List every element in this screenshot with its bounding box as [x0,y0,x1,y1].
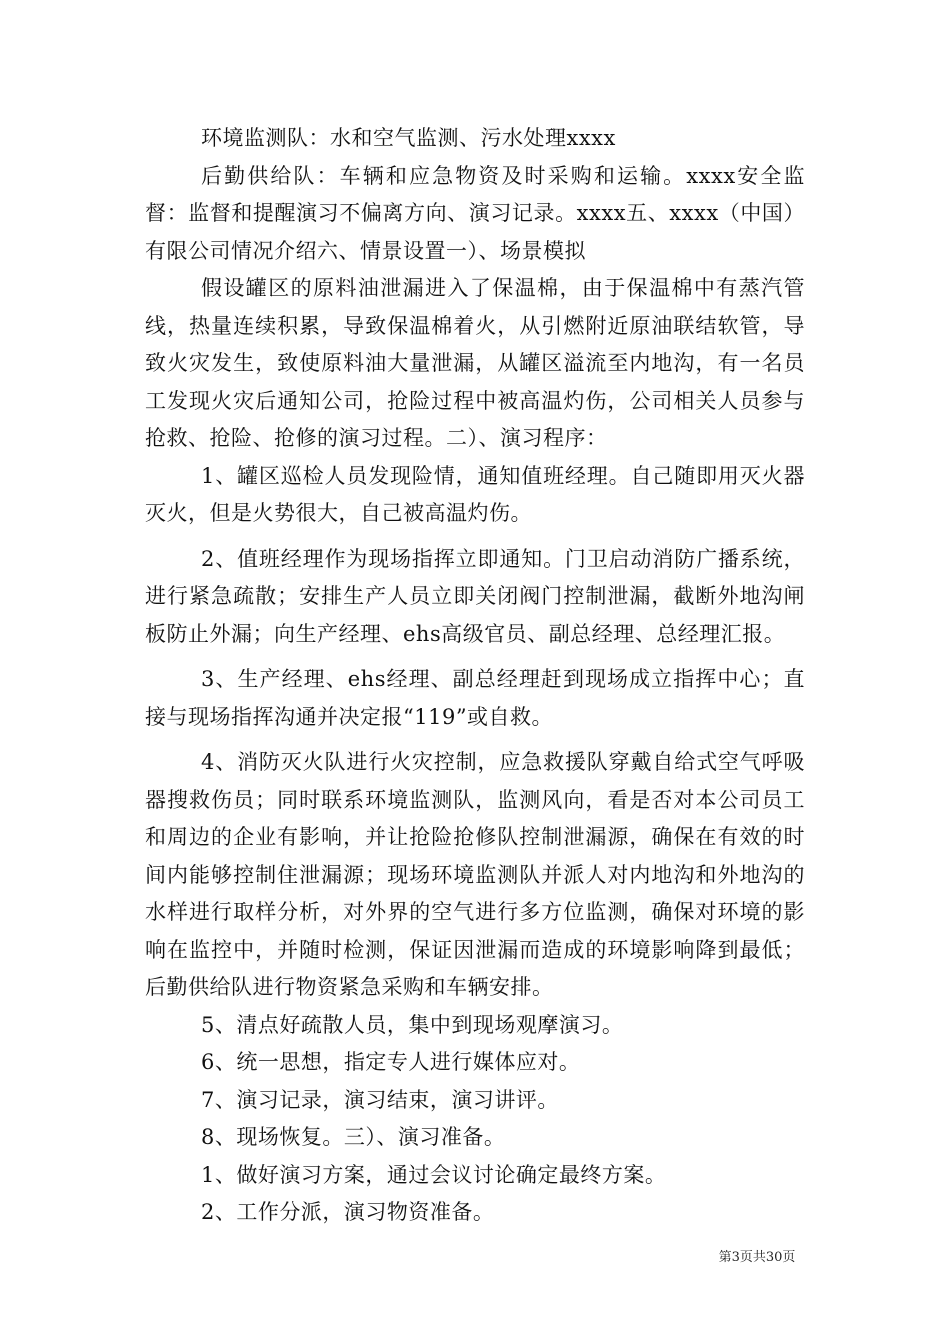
paragraph-logistics: 后勤供给队：车辆和应急物资及时采购和运输。xxxx安全监督：监督和提醒演习不偏离方向、演习记录。xxxx五、xxxx（中国）有限公司情况介绍六、情景设置一）、场景模拟 [145,163,805,263]
paragraph-env-monitoring: 环境监测队：水和空气监测、污水处理xxxx [201,126,616,150]
paragraph-prep-1: 1、做好演习方案，通过会议讨论确定最终方案。 [201,1162,667,1187]
paragraph-step-4: 4、消防灭火队进行火灾控制，应急救援队穿戴自给式空气呼吸器搜救伤员；同时联系环境监测队，监测风向，看是否对本公司员工和周边的企业有影响，并让抢险抢修队控制泄漏源，确保在有效的时间内能够控制住泄漏源；现场环境监测队并派人对内地沟和外地沟的水样进行取样分析，对外界的空气进行多方位监测，确保对环境的影响在监控中，并随时检测，保证因泄漏而造成的环境影响降到最低；后勤供给队进行物资紧急采购和车辆安排。 [145,750,805,999]
page-footer [0,1246,950,1265]
paragraph-prep-2: 2、工作分派，演习物资准备。 [201,1200,495,1224]
paragraph-step-6: 6、统一思想，指定专人进行媒体应对。 [201,1050,581,1074]
paragraph-step-7: 7、演习记录，演习结束，演习讲评。 [201,1087,559,1112]
paragraph-scenario: 假设罐区的原料油泄漏进入了保温棉，由于保温棉中有蒸汽管线，热量连续积累，导致保温棉着火，从引燃附近原油联结软管，导致火灾发生，致使原料油大量泄漏，从罐区溢流至内地沟，有一名员工发现火灾后通知公司，抢险过程中被高温灼伤，公司相关人员参与抢救、抢险、抢修的演习过程。二）、演习程序： [145,276,805,450]
paragraph-step-2: 2、值班经理作为现场指挥立即通知。门卫启动消防广播系统，进行紧急疏散；安排生产人员立即关闭阀门控制泄漏，截断外地沟闸板防止外漏；向生产经理、ehs高级官员、副总经理、总经理汇报。 [145,546,805,646]
paragraph-step-5: 5、清点好疏散人员，集中到现场观摩演习。 [201,1012,624,1037]
paragraph-step-1: 1、罐区巡检人员发现险情，通知值班经理。自己随即用灭火器灭火，但是火势很大，自己被高温灼伤。 [145,463,805,525]
page-number: 第3页共30页 [718,1250,796,1265]
paragraph-step-8: 8、现场恢复。三）、演习准备。 [201,1125,506,1149]
document-body [145,120,805,1232]
paragraph-step-3: 3、生产经理、ehs经理、副总经理赶到现场成立指挥中心；直接与现场指挥沟通并决定报“119”或自救。 [145,667,805,729]
